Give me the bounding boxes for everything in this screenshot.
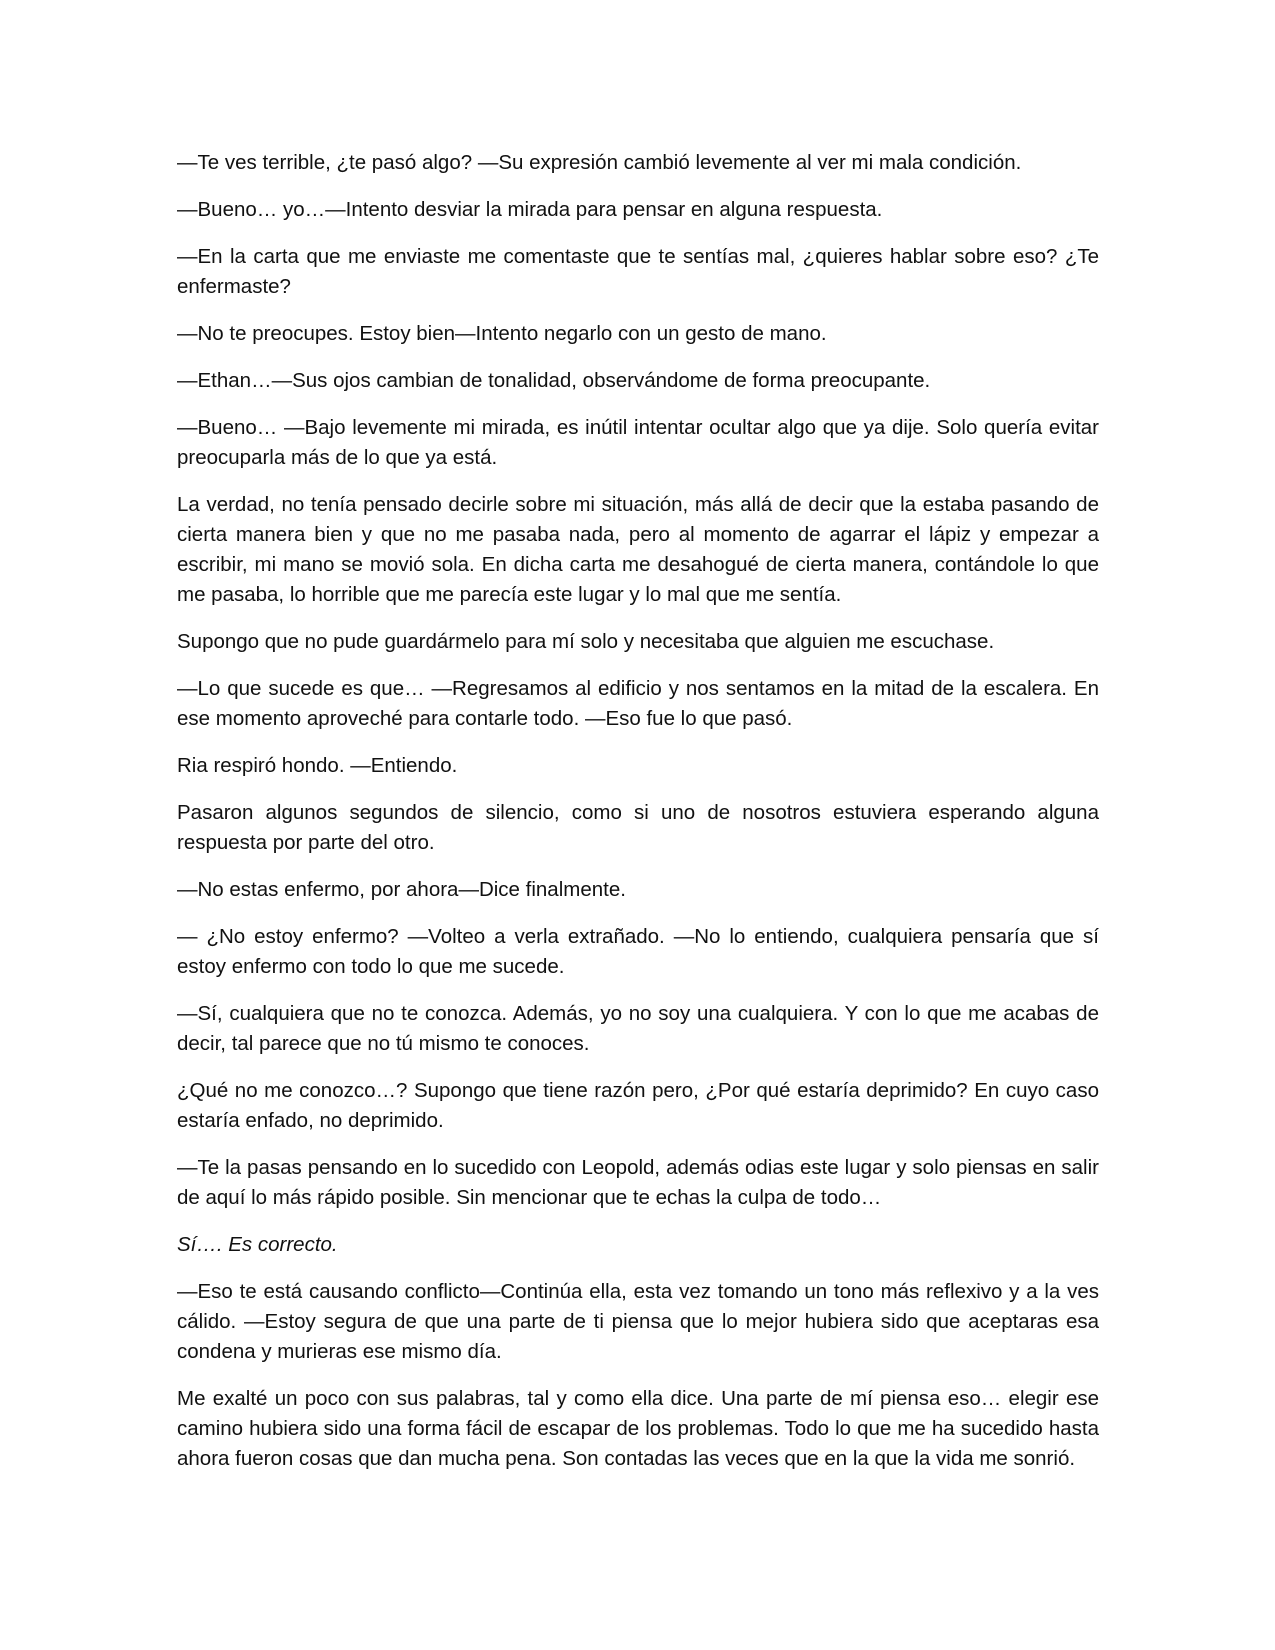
- paragraph: —Te ves terrible, ¿te pasó algo? —Su expresión cambió levemente al ver mi mala condición.: [177, 151, 1022, 174]
- paragraph: —Sí, cualquiera que no te conozca. Además, yo no soy una cualquiera. Y con lo que me acabas de decir, tal parece que no tú mismo te conoces.: [177, 1002, 1099, 1055]
- paragraph: —Lo que sucede es que… —Regresamos al edificio y nos sentamos en la mitad de la escalera. En ese momento aproveché para contarle todo. —Eso fue lo que pasó.: [177, 677, 1099, 730]
- paragraph: —No te preocupes. Estoy bien—Intento negarlo con un gesto de mano.: [177, 322, 827, 345]
- paragraph: — ¿No estoy enfermo? —Volteo a verla extrañado. —No lo entiendo, cualquiera pensaría que sí estoy enfermo con todo lo que me sucede.: [177, 925, 1099, 978]
- paragraph: —En la carta que me enviaste me comentaste que te sentías mal, ¿quieres hablar sobre eso? ¿Te enfermaste?: [177, 245, 1099, 298]
- italic-paragraph: Sí…. Es correcto.: [177, 1233, 338, 1256]
- paragraph: Supongo que no pude guardármelo para mí solo y necesitaba que alguien me escuchase.: [177, 630, 995, 653]
- paragraph: —Bueno… yo…—Intento desviar la mirada para pensar en alguna respuesta.: [177, 198, 883, 221]
- body-text: [177, 148, 1099, 1491]
- paragraph: Me exalté un poco con sus palabras, tal y como ella dice. Una parte de mí piensa eso… elegir ese camino hubiera sido una forma fácil de escapar de los problemas. Todo lo que me ha sucedido hasta ahora fueron cosas que dan mucha pena. Son contadas las veces que en la que la vida me sonrió.: [177, 1387, 1099, 1470]
- paragraph: —Eso te está causando conflicto—Continúa ella, esta vez tomando un tono más reflexivo y a la ves cálido. —Estoy segura de que una parte de ti piensa que lo mejor hubiera sido que aceptaras esa condena y murieras ese mismo día.: [177, 1280, 1099, 1363]
- paragraph: ¿Qué no me conozco…? Supongo que tiene razón pero, ¿Por qué estaría deprimido? En cuyo caso estaría enfado, no deprimido.: [177, 1079, 1099, 1132]
- paragraph: —Te la pasas pensando en lo sucedido con Leopold, además odias este lugar y solo piensas en salir de aquí lo más rápido posible. Sin mencionar que te echas la culpa de todo…: [177, 1156, 1099, 1209]
- paragraph: Ria respiró hondo. —Entiendo.: [177, 754, 458, 777]
- paragraph: La verdad, no tenía pensado decirle sobre mi situación, más allá de decir que la estaba pasando de cierta manera bien y que no me pasaba nada, pero al momento de agarrar el lápiz y empezar a escribir, mi mano se movió sola. En dicha carta me desahogué de cierta manera, contándole lo que me pasaba, lo horrible que me parecía este lugar y lo mal que me sentía.: [177, 493, 1099, 606]
- paragraph: Pasaron algunos segundos de silencio, como si uno de nosotros estuviera esperando alguna respuesta por parte del otro.: [177, 801, 1099, 854]
- paragraph: —No estas enfermo, por ahora—Dice finalmente.: [177, 878, 626, 901]
- paragraph: —Bueno… —Bajo levemente mi mirada, es inútil intentar ocultar algo que ya dije. Solo quería evitar preocuparla más de lo que ya está.: [177, 416, 1099, 469]
- paragraph: —Ethan…—Sus ojos cambian de tonalidad, observándome de forma preocupante.: [177, 369, 931, 392]
